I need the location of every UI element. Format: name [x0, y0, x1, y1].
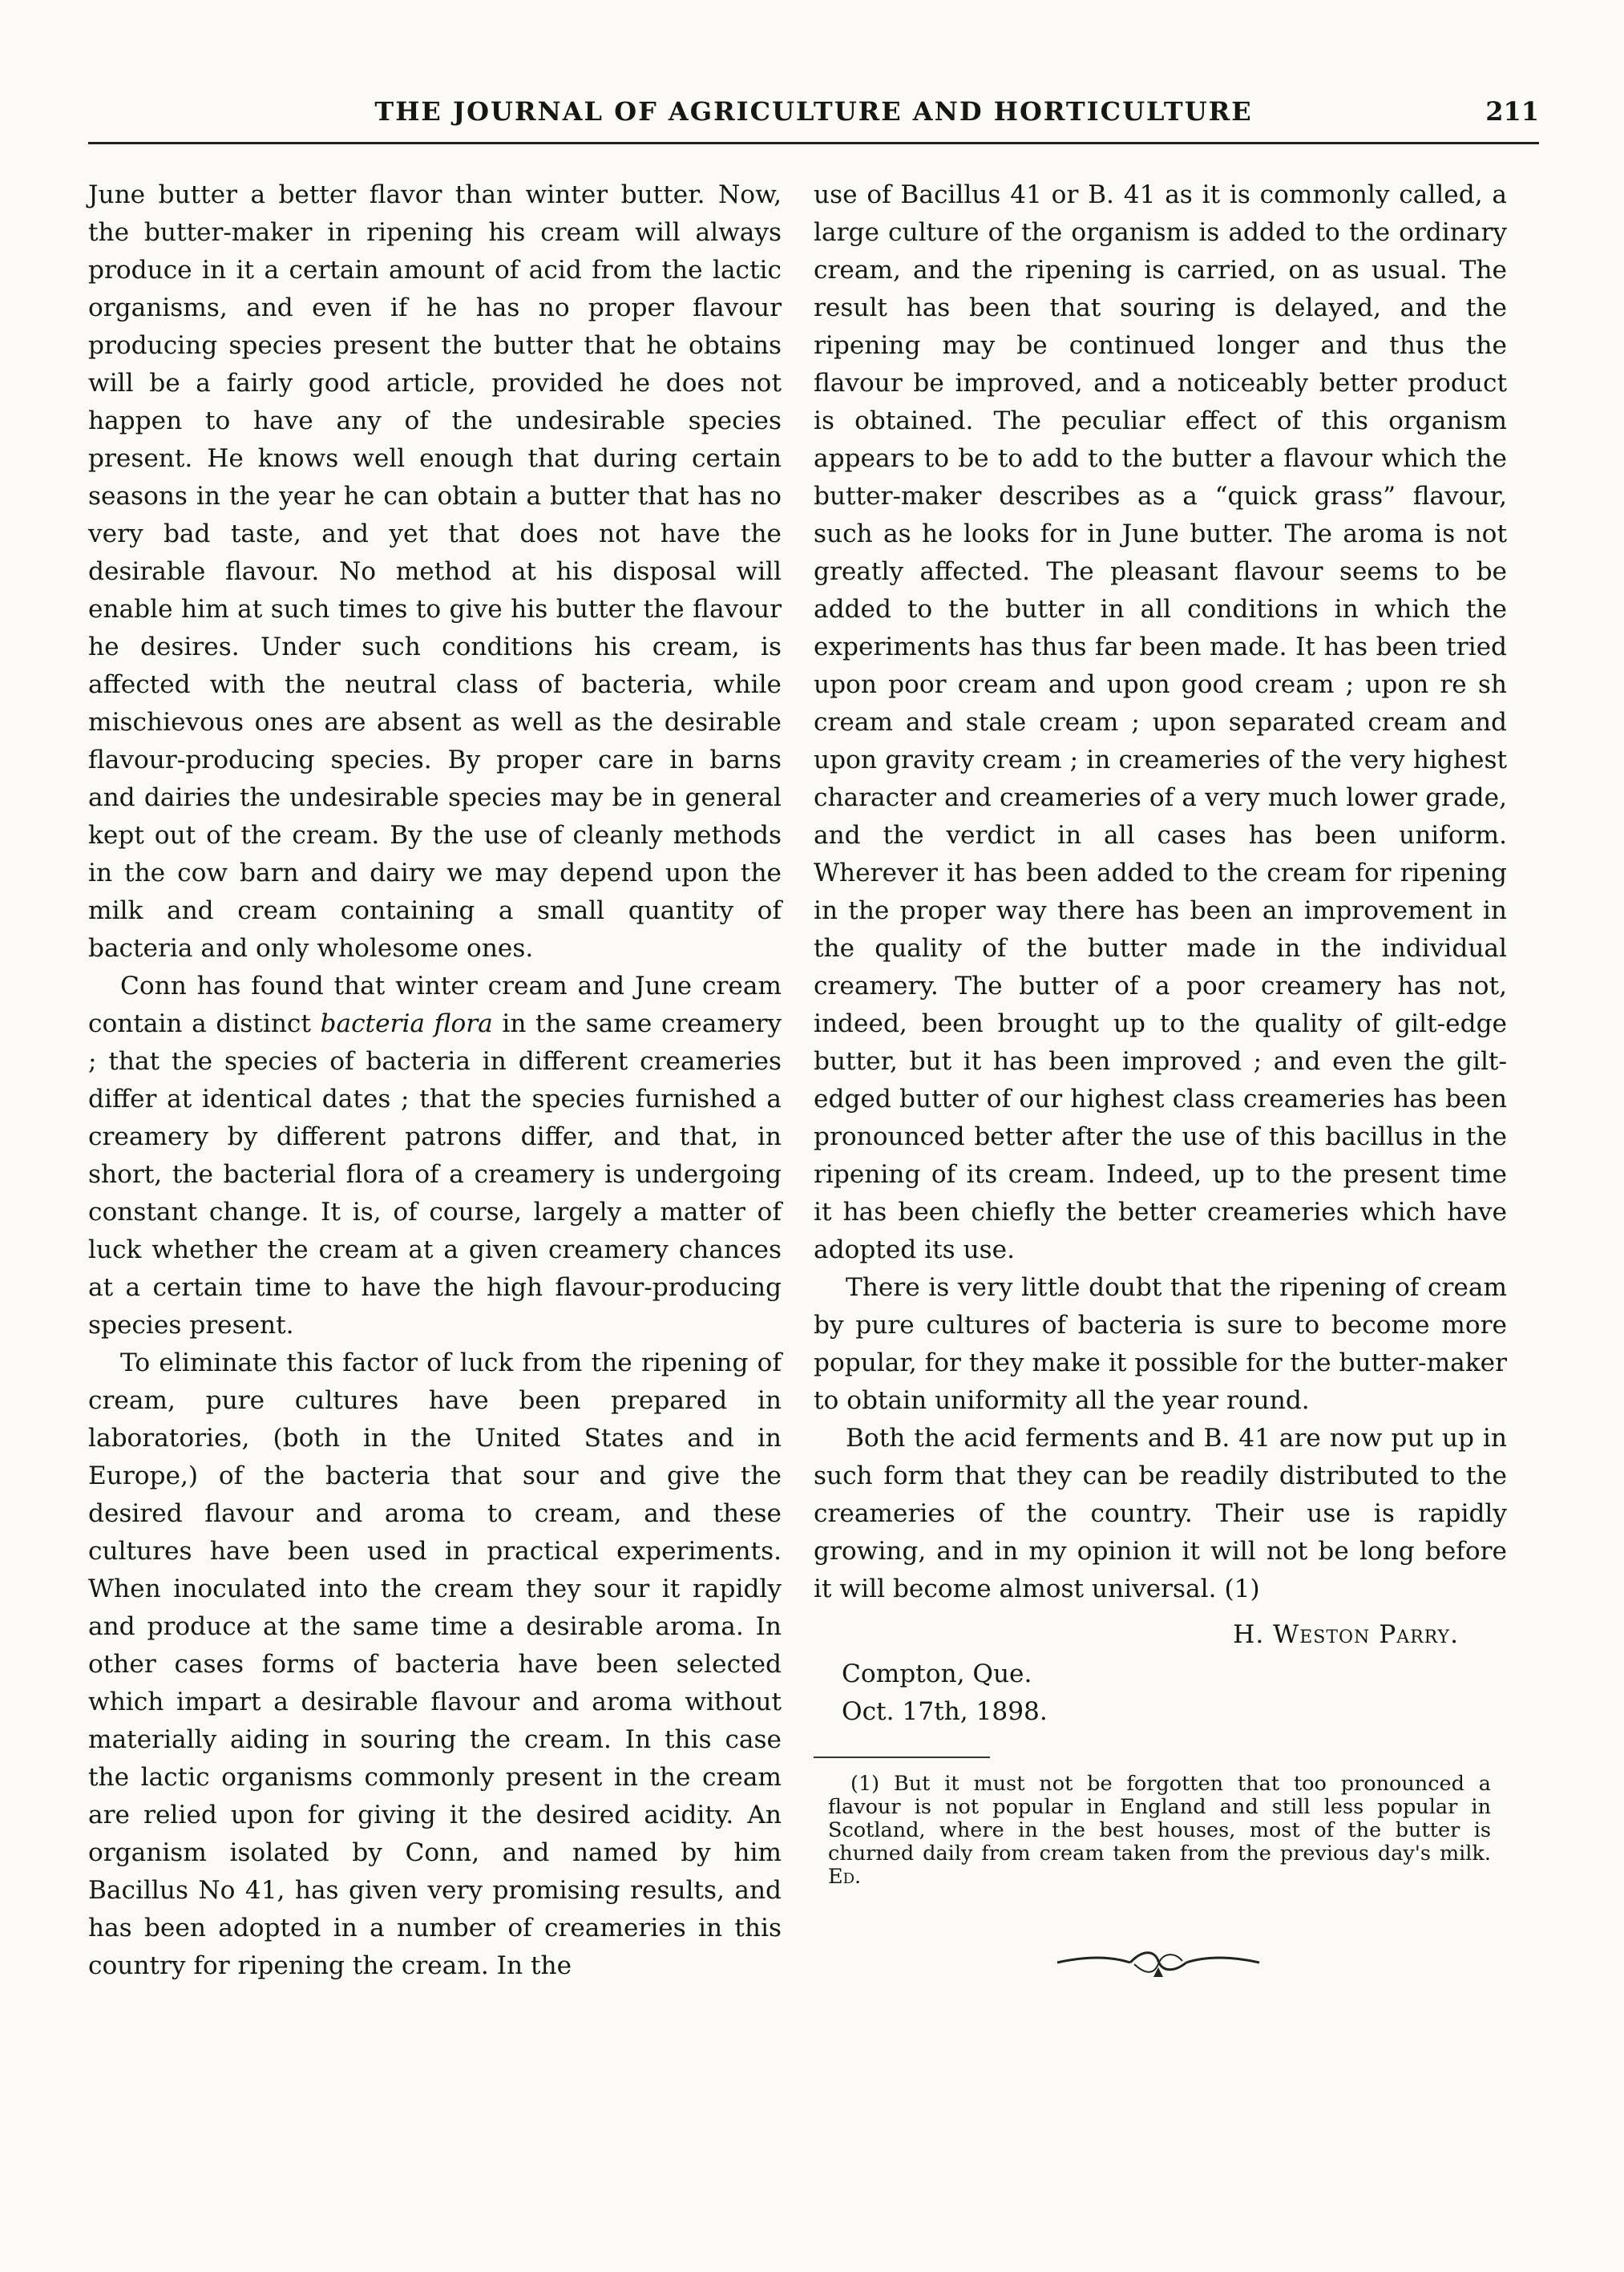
bacteria-flora-term: bacteria flora — [320, 1009, 493, 1038]
paragraph-conn-findings — [88, 968, 782, 1344]
paragraph-popularity: There is very little doubt that the ripening of cream by pure cultures of bacteria is sure to become more popular, for they make it possible for the butter-maker to obtain uniformity all the year round. — [814, 1273, 1507, 1415]
conn-text-end: in the same creamery ; that the species of bacteria in different creameries differ at identical dates ; that the species furnished a creamery by different patrons differ, and that, in short, the bacterial flora of a creamery is undergoing constant change. It is, of course, largely a matter of luck whether the cream at a given creamery chances at a certain time to have the high flavour-producing species present. — [88, 1009, 782, 1340]
page-number: 211 — [1485, 96, 1539, 127]
paragraph-acid-ferments: Both the acid ferments and B. 41 are now put up in such form that they can be readily distributed to the creameries of the country. Their use is rapidly growing, and in my opinion it will not be long before it will become almost universal. (1) — [814, 1424, 1507, 1603]
author-signature: H. Weston Parry. — [1233, 1620, 1459, 1649]
editor-mark: Ed. — [828, 1865, 862, 1889]
paragraph-pure-cultures: To eliminate this factor of luck from the ripening of cream, pure cultures have been prepared in laboratories, (both in the United States and in Europe,) of the bacteria that sour and give the desired flavour and aroma to cream, and these cultures have been used in practical experiments. When inoculated into the cream they sour it rapidly and produce at the same time a desirable aroma. In other cases forms of bacteria have been selected which impart a desirable flavour and aroma without materially aiding in souring the cream. In this case the lactic organisms commonly present in the cream are relied upon for giving it the desired acidity. An organism isolated by Conn, and named by him Bacillus No 41, has given very promising results, and has been adopted in a number of creameries in this country for ripening the cream. In the — [88, 1348, 782, 1980]
paragraph-june-butter: June butter a better flavor than winter butter. Now, the butter-maker in ripening his cream will always produce in it a certain amount of acid from the lactic organisms, and even if he has no proper flavour producing species present the butter that he obtains will be a fairly good article, provided he does not happen to have any of the undesirable species present. He knows well enough that during certain seasons in the year he can obtain a butter that has no very bad taste, and yet that does not have the desirable flavour. No method at his disposal will enable him at such times to give his butter the flavour he desires. Under such conditions his cream, is affected with the neutral class of bacteria, while mischievous ones are absent as well as the desirable flavour-producing species. By proper care in barns and dairies the undesirable species may be in general kept out of the cream. By the use of cleanly methods in the cow barn and dairy we may depend upon the milk and cream containing a small quantity of bacteria and only wholesome ones. — [88, 180, 782, 963]
paragraph-bacillus-41: use of Bacillus 41 or B. 41 as it is commonly called, a large culture of the organism is added to the ordinary cream, and the ripening is carried, on as usual. The result has been that souring is delayed, and the ripening may be continued longer and thus the flavour be improved, and a noticeably better product is obtained. The peculiar effect of this organism appears to be to add to the butter a flavour which the butter-maker describes as a “quick grass” flavour, such as he looks for in June butter. The aroma is not greatly affected. The pleasant flavour seems to be added to the butter in all conditions in which the experiments has thus far been made. It has been tried upon poor cream and upon good cream ; upon re sh cream and stale cream ; upon separated cream and upon gravity cream ; in creameries of the very highest character and creameries of a very much lower grade, and the verdict in all cases has been uniform. Wherever it has been added to the cream for ripening in the proper way there has been an improvement in the quality of the butter made in the individual creamery. The butter of a poor creamery has not, indeed, been brought up to the quality of gilt-edge butter, but it has been improved ; and even the gilt-edged butter of our highest class creameries has been pronounced better after the use of this bacillus in the ripening of its cream. Indeed, up to the present time it has been chiefly the better creameries which have adopted its use. — [814, 180, 1507, 1264]
dateline-place: Compton, Que. — [842, 1660, 1032, 1688]
running-title: THE JOURNAL OF AGRICULTURE AND HORTICULTURE — [374, 96, 1253, 127]
right-column — [814, 176, 1507, 1991]
conn-text-start: Conn has found that winter cream and June cream contain a distinct — [88, 972, 782, 1038]
page-header — [88, 87, 1539, 144]
footnote-rule — [814, 1757, 990, 1758]
footnote-text: (1) But it must not be forgotten that too pronounced a flavour is not popular in England and still less popular in Scotland, where in the best houses, most of the butter is churned daily from cream taken from the previous day's milk. — [828, 1772, 1491, 1866]
left-column — [88, 176, 782, 1985]
dateline — [814, 1655, 1507, 1731]
header-rule — [88, 142, 1539, 144]
dateline-date: Oct. 17th, 1898. — [842, 1697, 1048, 1726]
decorative-ornament — [1054, 1945, 1262, 1980]
footnote — [814, 1773, 1507, 1889]
